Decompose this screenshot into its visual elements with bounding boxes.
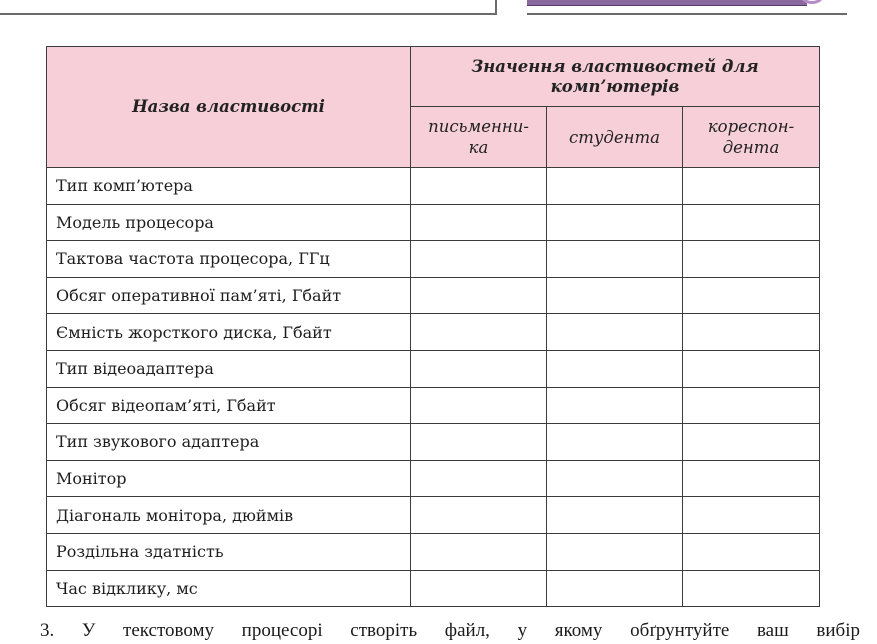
top-rule (0, 13, 497, 15)
table-row (47, 533, 820, 570)
column-student-label: студента (568, 127, 661, 147)
row-label: Обсяг відеопам’яті, Гбайт (47, 387, 411, 424)
row-label: Модель процесора (47, 204, 411, 241)
table-cell (547, 570, 683, 607)
table-cell (411, 314, 547, 351)
table-cell (683, 424, 820, 461)
table-cell (411, 497, 547, 534)
table-row (47, 350, 820, 387)
table-cell (683, 533, 820, 570)
table-cell (547, 533, 683, 570)
table-row (47, 277, 820, 314)
header-column-correspondent (683, 107, 820, 168)
table-row (47, 168, 820, 205)
table-cell (683, 387, 820, 424)
table-cell (411, 570, 547, 607)
header-decoration (527, 0, 807, 6)
table-cell (683, 241, 820, 278)
row-label: Монітор (47, 460, 411, 497)
row-label: Час відклику, мс (47, 570, 411, 607)
table-cell (683, 460, 820, 497)
table-row (47, 204, 820, 241)
header-column-writer (411, 107, 547, 168)
column-correspondent-line1: кореспон- (707, 117, 795, 136)
properties-table (46, 46, 820, 607)
table-row (47, 570, 820, 607)
row-label: Обсяг оперативної пам’яті, Гбайт (47, 277, 411, 314)
table-cell (547, 277, 683, 314)
table-cell (547, 204, 683, 241)
table-cell (683, 277, 820, 314)
table-cell (411, 533, 547, 570)
table-cell (411, 387, 547, 424)
table-row (47, 387, 820, 424)
table-cell (411, 241, 547, 278)
task-instruction-text: 3. У текстовому процесорі створіть файл, у якому обґрунтуйте ваш вибір (40, 620, 860, 641)
table-cell (411, 350, 547, 387)
table-cell (547, 497, 683, 534)
table-cell (683, 570, 820, 607)
row-label: Ємність жорсткого диска, Гбайт (47, 314, 411, 351)
header-values-line1: Значення властивостей для (471, 56, 759, 76)
column-correspondent-line2: дента (722, 138, 780, 157)
table-cell (547, 350, 683, 387)
table-cell (683, 497, 820, 534)
table-cell (547, 314, 683, 351)
header-values-line2: комп’ютерів (550, 76, 680, 96)
top-rule-right (527, 13, 847, 15)
column-writer-line2: ка (468, 138, 489, 157)
table-cell (547, 241, 683, 278)
row-label: Діагональ монітора, дюймів (47, 497, 411, 534)
header-property-name (47, 47, 411, 168)
table-row (47, 314, 820, 351)
header-property-label: Назва властивості (132, 97, 325, 116)
row-label: Тип відеоадаптера (47, 350, 411, 387)
table-cell (411, 168, 547, 205)
table-cell (547, 424, 683, 461)
row-label: Тактова частота процесора, ГГц (47, 241, 411, 278)
table-cell (547, 168, 683, 205)
table-cell (411, 424, 547, 461)
table-cell (547, 460, 683, 497)
table-cell (683, 314, 820, 351)
table-cell (547, 387, 683, 424)
table-cell (411, 277, 547, 314)
table-cell (683, 204, 820, 241)
table-cell (683, 350, 820, 387)
header-values-group (411, 47, 820, 107)
table-row (47, 460, 820, 497)
top-divider-tick (495, 0, 497, 15)
table-cell (683, 168, 820, 205)
table-row (47, 497, 820, 534)
column-writer-line1: письменни- (428, 117, 529, 136)
row-label: Тип звукового адаптера (47, 424, 411, 461)
header-column-student (547, 107, 683, 168)
table-row (47, 241, 820, 278)
table-cell (411, 204, 547, 241)
row-label: Тип комп’ютера (47, 168, 411, 205)
table-cell (411, 460, 547, 497)
table-row (47, 424, 820, 461)
row-label: Роздільна здатність (47, 533, 411, 570)
